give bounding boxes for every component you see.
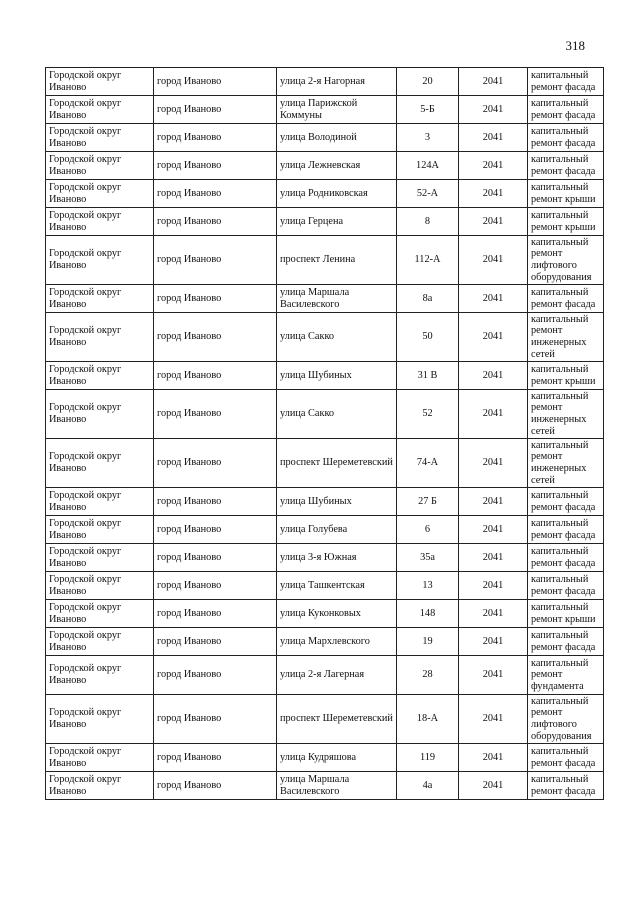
cell-year: 2041 bbox=[459, 488, 528, 516]
cell-house: 35а bbox=[397, 544, 459, 572]
cell-house: 4а bbox=[397, 772, 459, 800]
cell-city: город Иваново bbox=[154, 488, 277, 516]
cell-year: 2041 bbox=[459, 572, 528, 600]
cell-house: 18-А bbox=[397, 695, 459, 744]
cell-street: улица Голубева bbox=[277, 516, 397, 544]
table-row bbox=[46, 313, 604, 362]
cell-work: капитальный ремонт крыши bbox=[528, 600, 604, 628]
cell-year: 2041 bbox=[459, 96, 528, 124]
cell-district: Городской округ Иваново bbox=[46, 695, 154, 744]
cell-district: Городской округ Иваново bbox=[46, 362, 154, 390]
table-row bbox=[46, 96, 604, 124]
cell-house: 28 bbox=[397, 656, 459, 695]
cell-year: 2041 bbox=[459, 152, 528, 180]
cell-district: Городской округ Иваново bbox=[46, 744, 154, 772]
cell-city: город Иваново bbox=[154, 68, 277, 96]
cell-work: капитальный ремонт фасада bbox=[528, 285, 604, 313]
cell-street: улица Родниковская bbox=[277, 180, 397, 208]
cell-street: улица Володиной bbox=[277, 124, 397, 152]
table-body bbox=[46, 68, 604, 800]
cell-city: город Иваново bbox=[154, 572, 277, 600]
cell-year: 2041 bbox=[459, 180, 528, 208]
cell-city: город Иваново bbox=[154, 516, 277, 544]
cell-work: капитальный ремонт фасада bbox=[528, 772, 604, 800]
cell-year: 2041 bbox=[459, 772, 528, 800]
table-row bbox=[46, 572, 604, 600]
cell-city: город Иваново bbox=[154, 208, 277, 236]
cell-district: Городской округ Иваново bbox=[46, 285, 154, 313]
table-row bbox=[46, 362, 604, 390]
cell-house: 8а bbox=[397, 285, 459, 313]
cell-street: проспект Ленина bbox=[277, 236, 397, 285]
table-row bbox=[46, 488, 604, 516]
cell-district: Городской округ Иваново bbox=[46, 236, 154, 285]
cell-street: улица Герцена bbox=[277, 208, 397, 236]
table-row bbox=[46, 208, 604, 236]
cell-house: 31 В bbox=[397, 362, 459, 390]
cell-city: город Иваново bbox=[154, 180, 277, 208]
cell-street: улица Лежневская bbox=[277, 152, 397, 180]
cell-house: 6 bbox=[397, 516, 459, 544]
cell-street: улица 2-я Лагерная bbox=[277, 656, 397, 695]
cell-work: капитальный ремонт инженерных сетей bbox=[528, 390, 604, 439]
cell-district: Городской округ Иваново bbox=[46, 313, 154, 362]
cell-street: улица Мархлевского bbox=[277, 628, 397, 656]
cell-house: 52-А bbox=[397, 180, 459, 208]
cell-street: улица Сакко bbox=[277, 313, 397, 362]
cell-work: капитальный ремонт фасада bbox=[528, 544, 604, 572]
cell-work: капитальный ремонт крыши bbox=[528, 362, 604, 390]
cell-year: 2041 bbox=[459, 516, 528, 544]
cell-house: 112-А bbox=[397, 236, 459, 285]
cell-house: 20 bbox=[397, 68, 459, 96]
cell-street: улица Кудряшова bbox=[277, 744, 397, 772]
cell-street: проспект Шереметевский bbox=[277, 439, 397, 488]
cell-house: 13 bbox=[397, 572, 459, 600]
cell-city: город Иваново bbox=[154, 744, 277, 772]
cell-work: капитальный ремонт инженерных сетей bbox=[528, 439, 604, 488]
cell-work: капитальный ремонт крыши bbox=[528, 180, 604, 208]
cell-work: капитальный ремонт фасада bbox=[528, 96, 604, 124]
cell-district: Городской округ Иваново bbox=[46, 208, 154, 236]
cell-house: 74-А bbox=[397, 439, 459, 488]
cell-district: Городской округ Иваново bbox=[46, 544, 154, 572]
cell-house: 3 bbox=[397, 124, 459, 152]
cell-district: Городской округ Иваново bbox=[46, 656, 154, 695]
cell-district: Городской округ Иваново bbox=[46, 772, 154, 800]
cell-house: 148 bbox=[397, 600, 459, 628]
cell-house: 8 bbox=[397, 208, 459, 236]
cell-year: 2041 bbox=[459, 600, 528, 628]
cell-street: улица 3-я Южная bbox=[277, 544, 397, 572]
cell-street: улица Шубиных bbox=[277, 362, 397, 390]
cell-house: 5-Б bbox=[397, 96, 459, 124]
cell-city: город Иваново bbox=[154, 362, 277, 390]
cell-city: город Иваново bbox=[154, 313, 277, 362]
table-row bbox=[46, 772, 604, 800]
cell-district: Городской округ Иваново bbox=[46, 152, 154, 180]
table-row bbox=[46, 439, 604, 488]
table-row bbox=[46, 695, 604, 744]
cell-house: 19 bbox=[397, 628, 459, 656]
cell-district: Городской округ Иваново bbox=[46, 516, 154, 544]
cell-work: капитальный ремонт фундамента bbox=[528, 656, 604, 695]
cell-city: город Иваново bbox=[154, 628, 277, 656]
cell-district: Городской округ Иваново bbox=[46, 600, 154, 628]
table-row bbox=[46, 656, 604, 695]
cell-work: капитальный ремонт лифтового оборудования bbox=[528, 695, 604, 744]
cell-city: город Иваново bbox=[154, 390, 277, 439]
cell-city: город Иваново bbox=[154, 600, 277, 628]
table-row bbox=[46, 152, 604, 180]
cell-work: капитальный ремонт фасада bbox=[528, 488, 604, 516]
cell-street: улица Парижской Коммуны bbox=[277, 96, 397, 124]
cell-district: Городской округ Иваново bbox=[46, 439, 154, 488]
cell-year: 2041 bbox=[459, 439, 528, 488]
table-row bbox=[46, 516, 604, 544]
cell-district: Городской округ Иваново bbox=[46, 68, 154, 96]
housing-repair-table bbox=[45, 67, 604, 800]
cell-street: улица Маршала Василевского bbox=[277, 772, 397, 800]
cell-district: Городской округ Иваново bbox=[46, 180, 154, 208]
cell-year: 2041 bbox=[459, 390, 528, 439]
table-row bbox=[46, 68, 604, 96]
cell-city: город Иваново bbox=[154, 544, 277, 572]
cell-district: Городской округ Иваново bbox=[46, 628, 154, 656]
cell-city: город Иваново bbox=[154, 285, 277, 313]
cell-year: 2041 bbox=[459, 628, 528, 656]
table-row bbox=[46, 744, 604, 772]
cell-district: Городской округ Иваново bbox=[46, 488, 154, 516]
cell-work: капитальный ремонт фасада bbox=[528, 124, 604, 152]
cell-city: город Иваново bbox=[154, 656, 277, 695]
cell-year: 2041 bbox=[459, 695, 528, 744]
cell-district: Городской округ Иваново bbox=[46, 572, 154, 600]
cell-street: улица Шубиных bbox=[277, 488, 397, 516]
cell-work: капитальный ремонт фасада bbox=[528, 572, 604, 600]
cell-house: 27 Б bbox=[397, 488, 459, 516]
cell-work: капитальный ремонт фасада bbox=[528, 516, 604, 544]
cell-work: капитальный ремонт лифтового оборудования bbox=[528, 236, 604, 285]
cell-street: улица Ташкентская bbox=[277, 572, 397, 600]
cell-year: 2041 bbox=[459, 362, 528, 390]
cell-house: 50 bbox=[397, 313, 459, 362]
cell-year: 2041 bbox=[459, 544, 528, 572]
cell-street: улица Маршала Василевского bbox=[277, 285, 397, 313]
cell-year: 2041 bbox=[459, 236, 528, 285]
table-row bbox=[46, 124, 604, 152]
page-number: 318 bbox=[565, 38, 585, 53]
cell-work: капитальный ремонт фасада bbox=[528, 744, 604, 772]
cell-year: 2041 bbox=[459, 124, 528, 152]
cell-year: 2041 bbox=[459, 744, 528, 772]
cell-work: капитальный ремонт фасада bbox=[528, 152, 604, 180]
table-row bbox=[46, 236, 604, 285]
table-row bbox=[46, 628, 604, 656]
cell-street: улица Сакко bbox=[277, 390, 397, 439]
cell-year: 2041 bbox=[459, 208, 528, 236]
cell-work: капитальный ремонт инженерных сетей bbox=[528, 313, 604, 362]
table-row bbox=[46, 180, 604, 208]
cell-year: 2041 bbox=[459, 656, 528, 695]
cell-city: город Иваново bbox=[154, 695, 277, 744]
cell-year: 2041 bbox=[459, 313, 528, 362]
cell-district: Городской округ Иваново bbox=[46, 390, 154, 439]
cell-city: город Иваново bbox=[154, 236, 277, 285]
cell-work: капитальный ремонт крыши bbox=[528, 208, 604, 236]
cell-city: город Иваново bbox=[154, 124, 277, 152]
cell-house: 124А bbox=[397, 152, 459, 180]
table-row bbox=[46, 544, 604, 572]
cell-city: город Иваново bbox=[154, 439, 277, 488]
cell-year: 2041 bbox=[459, 68, 528, 96]
table-row bbox=[46, 285, 604, 313]
cell-street: улица Куконковых bbox=[277, 600, 397, 628]
cell-work: капитальный ремонт фасада bbox=[528, 68, 604, 96]
cell-city: город Иваново bbox=[154, 772, 277, 800]
cell-district: Городской округ Иваново bbox=[46, 96, 154, 124]
cell-house: 52 bbox=[397, 390, 459, 439]
cell-house: 119 bbox=[397, 744, 459, 772]
cell-street: проспект Шереметевский bbox=[277, 695, 397, 744]
cell-work: капитальный ремонт фасада bbox=[528, 628, 604, 656]
cell-district: Городской округ Иваново bbox=[46, 124, 154, 152]
table-row bbox=[46, 390, 604, 439]
cell-street: улица 2-я Нагорная bbox=[277, 68, 397, 96]
table-row bbox=[46, 600, 604, 628]
cell-city: город Иваново bbox=[154, 152, 277, 180]
cell-year: 2041 bbox=[459, 285, 528, 313]
cell-city: город Иваново bbox=[154, 96, 277, 124]
